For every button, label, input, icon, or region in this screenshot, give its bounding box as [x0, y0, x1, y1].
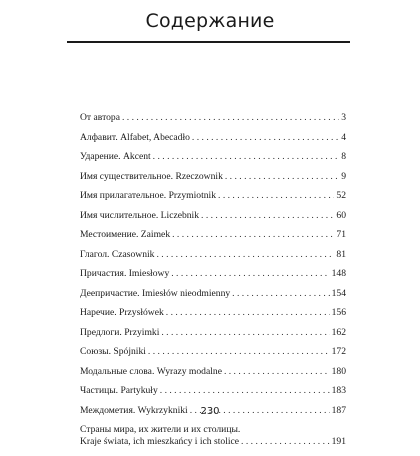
toc-entry-page: 148	[331, 268, 346, 279]
toc-entry	[80, 385, 346, 397]
toc-entry-label: Союзы. Spójniki	[80, 346, 146, 357]
toc-entry-page: 9	[341, 170, 346, 182]
toc-leader-dots	[201, 210, 334, 222]
toc-leader-dots	[156, 249, 334, 261]
toc-entry-label: Алфавит. Alfabet, Abecadło	[80, 131, 190, 143]
toc-entry-label: Имя числительное. Liczebnik	[80, 209, 200, 221]
toc-entry-page: 4	[341, 131, 346, 143]
toc-entry	[80, 288, 346, 300]
toc-entry-page: 162	[331, 326, 346, 338]
toc-entry	[80, 171, 346, 183]
toc-entry	[80, 132, 346, 144]
toc-entry	[80, 366, 346, 378]
toc-entry-page: 156	[331, 307, 346, 318]
toc-entry	[80, 346, 346, 358]
toc-entry-label: Местоимение. Zaimek	[80, 229, 171, 240]
toc-entry-label: Деепричастие. Imiesłów nieodmienny	[80, 287, 231, 299]
toc-entry-page: 191	[331, 436, 346, 447]
toc-entry-label: От автора	[80, 112, 120, 123]
toc-leader-dots	[160, 385, 330, 397]
toc-entry-label: Предлоги. Przyimki	[80, 326, 160, 338]
toc-entry	[80, 112, 346, 124]
toc-leader-dots	[241, 436, 330, 448]
toc-entry-label: Наречие. Przysłówek	[80, 307, 164, 318]
toc-entry-page: 71	[336, 229, 346, 240]
toc-entry	[80, 327, 346, 339]
toc-entry-page: 60	[336, 209, 346, 221]
toc-entry-label: Междометия. Wykrzykniki	[80, 404, 188, 416]
toc-leader-dots	[122, 112, 339, 124]
toc-entry-page: 52	[336, 190, 346, 201]
toc-entry-page: 81	[336, 248, 346, 260]
toc-entry-label: Ударение. Akcent	[80, 151, 151, 162]
toc-entry-label: Глагол. Czasownik	[80, 248, 155, 260]
toc-entry	[80, 210, 346, 222]
toc-entry	[80, 307, 346, 319]
toc-entry	[80, 190, 346, 202]
toc-leader-dots	[172, 229, 334, 241]
table-of-contents	[80, 112, 346, 456]
toc-entry-label: Имя существительное. Rzeczownik	[80, 170, 223, 182]
toc-entry-page: 154	[331, 287, 346, 299]
toc-entry-page: 187	[331, 404, 346, 416]
toc-entry-countries	[80, 424, 346, 448]
toc-entry-page: 180	[331, 365, 346, 377]
title-underline	[67, 41, 350, 43]
toc-entry-page: 3	[341, 112, 346, 123]
toc-leader-dots	[232, 288, 329, 300]
toc-entry-label: Имя прилагательное. Przymiotnik	[80, 190, 217, 201]
page-number: 230	[200, 406, 220, 417]
toc-leader-dots	[171, 268, 329, 280]
toc-entry-label: Модальные слова. Wyrazy modalne	[80, 365, 222, 377]
toc-entry	[80, 151, 346, 163]
toc-entry-page: 172	[331, 346, 346, 357]
toc-entry-page: 183	[331, 385, 346, 396]
toc-leader-dots	[225, 171, 339, 183]
toc-leader-dots	[192, 132, 339, 144]
toc-leader-dots	[161, 327, 329, 339]
toc-entry-label: Частицы. Partykuły	[80, 385, 158, 396]
toc-leader-dots	[153, 151, 340, 163]
toc-entry-label-line2: Kraje świata, ich mieszkańcy i ich stolice	[80, 436, 240, 447]
toc-leader-dots	[224, 366, 330, 378]
toc-entry-page: 8	[341, 151, 346, 162]
toc-leader-dots	[166, 307, 330, 319]
page-title: Содержание	[145, 10, 275, 32]
toc-entry	[80, 229, 346, 241]
toc-entry-label: Причастия. Imiesłowy	[80, 268, 170, 279]
toc-entry	[80, 268, 346, 280]
toc-leader-dots	[218, 190, 334, 202]
toc-leader-dots	[148, 346, 330, 358]
toc-entry-label-line1: Страны мира, их жители и их столицы.	[80, 424, 241, 435]
toc-entry	[80, 249, 346, 261]
